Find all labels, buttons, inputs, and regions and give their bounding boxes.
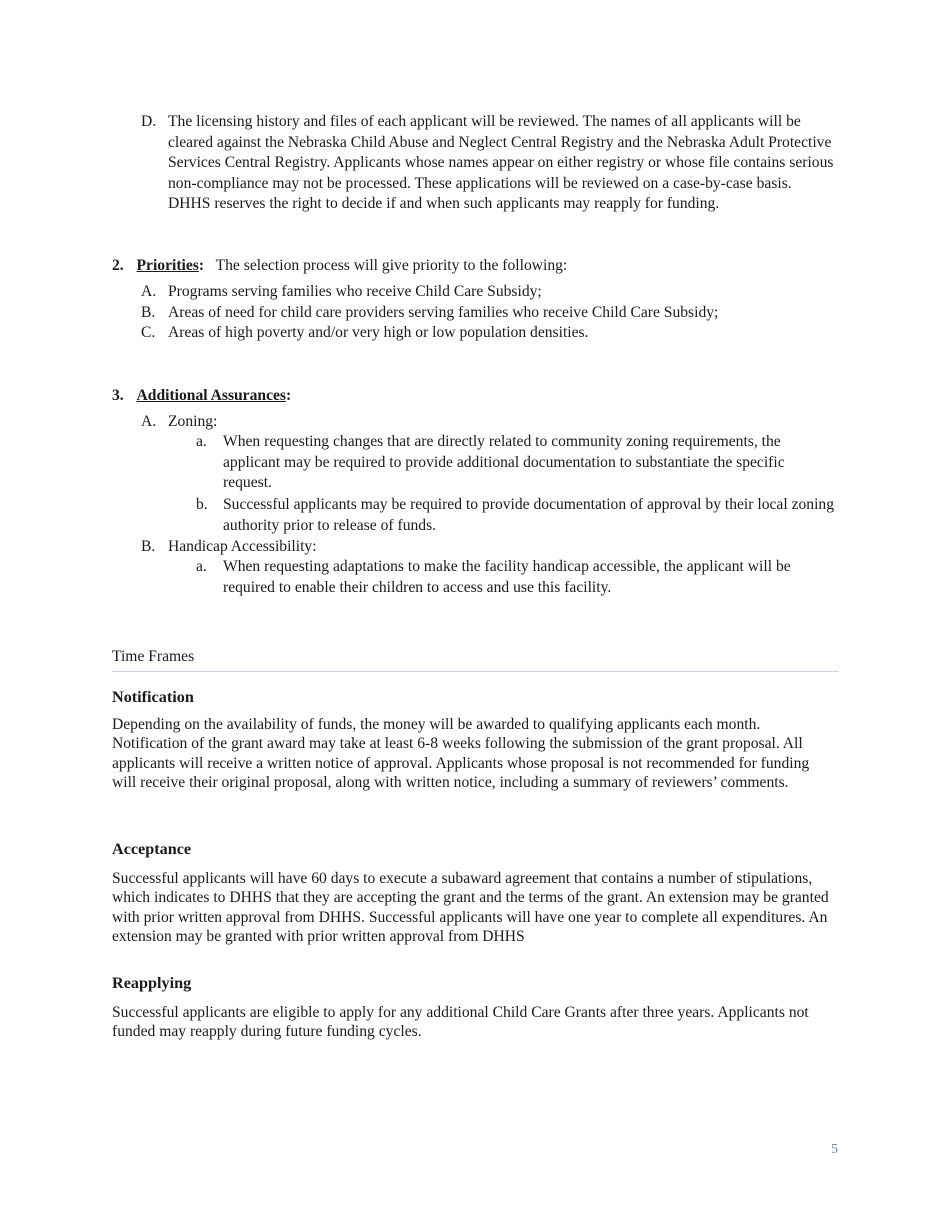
- list-item-text: When requesting changes that are directly related to community zoning requirements, the applicant may be required to provide additional documentation to substantiate the specific request.: [223, 433, 785, 491]
- list-item-text: Programs serving families who receive Child Care Subsidy;: [168, 283, 542, 300]
- sub-list-item: [196, 495, 836, 536]
- list-marker: D.: [141, 113, 157, 130]
- list-item-text: The licensing history and files of each applicant will be reviewed. The names of all applicants will be cleared against the Nebraska Child Abuse and Neglect Central Registry and the Nebraska Adult Protective Services Central Registry. Applicants whose names appear on either registry or whose file contains serious non-compliance may not be processed. These applications will be reviewed on a case-by-case basis. DHHS reserves the right to decide if and when such applicants may reapply for funding.: [168, 113, 834, 212]
- section-number: 2.: [112, 257, 124, 274]
- list-marker: b.: [196, 496, 208, 513]
- list-marker: B.: [141, 304, 156, 321]
- section-heading-priorities: [112, 256, 842, 277]
- section-number: 3.: [112, 387, 124, 404]
- time-frames-heading: Time Frames: [112, 648, 195, 665]
- reapplying-text: Successful applicants are eligible to apply for any additional Child Care Grants after three years. Applicants not funded may reapply during future funding cycles.: [112, 1004, 809, 1041]
- list-item-text: When requesting adaptations to make the facility handicap accessible, the applicant will be required to enable their children to access and use this facility.: [223, 558, 791, 596]
- list-item-d: [141, 112, 841, 215]
- sub-list-item: [196, 557, 836, 598]
- list-item: [141, 303, 841, 324]
- list-marker: C.: [141, 324, 156, 341]
- section-heading-additional-assurances: [112, 386, 291, 407]
- reapplying-title: Reapplying: [112, 974, 192, 992]
- section-intro: The selection process will give priority to the following:: [215, 257, 568, 274]
- list-marker: a.: [196, 433, 207, 450]
- list-marker: A.: [141, 413, 157, 430]
- list-item-text: Areas of high poverty and/or very high or low population densities.: [168, 324, 589, 341]
- sub-list-item: [196, 432, 836, 494]
- section-title: Priorities: [136, 257, 199, 274]
- list-item-label: Handicap Accessibility:: [168, 538, 317, 555]
- section-title-colon: :: [286, 387, 292, 404]
- list-marker: B.: [141, 538, 156, 555]
- page-number: 5: [831, 1142, 838, 1157]
- heading-divider: [112, 671, 839, 672]
- acceptance-text: Successful applicants will have 60 days to execute a subaward agreement that contains a number of stipulations, which indicates to DHHS that they are accepting the grant and the terms of the grant. An extension may be granted with prior written approval from DHHS. Successful applicants will have one year to complete all expenditures. An extension may be granted with prior written approval from DHHS: [112, 870, 829, 945]
- list-item-zoning: [141, 412, 217, 433]
- notification-text: Depending on the availability of funds, the money will be awarded to qualifying applicants each month. Notification of the grant award may take at least 6-8 weeks following the submission of the grant proposal. All applicants will receive a written notice of approval. Applicants whose proposal is not recommended for funding will receive their original proposal, along with written notice, including a summary of reviewers’ comments.: [112, 716, 810, 791]
- notification-title: Notification: [112, 688, 194, 706]
- list-item: [141, 323, 841, 344]
- list-item-handicap-accessibility: [141, 537, 317, 558]
- list-item-label: Zoning:: [168, 413, 218, 430]
- list-item: [141, 282, 841, 303]
- list-marker: a.: [196, 558, 207, 575]
- list-item-text: Areas of need for child care providers serving families who receive Child Care Subsidy;: [168, 304, 719, 321]
- list-item-text: Successful applicants may be required to provide documentation of approval by their local zoning authority prior to release of funds.: [223, 496, 835, 534]
- section-title: Additional Assurances: [136, 387, 286, 404]
- section-title-colon: :: [198, 257, 205, 274]
- acceptance-title: Acceptance: [112, 840, 192, 858]
- list-marker: A.: [141, 283, 157, 300]
